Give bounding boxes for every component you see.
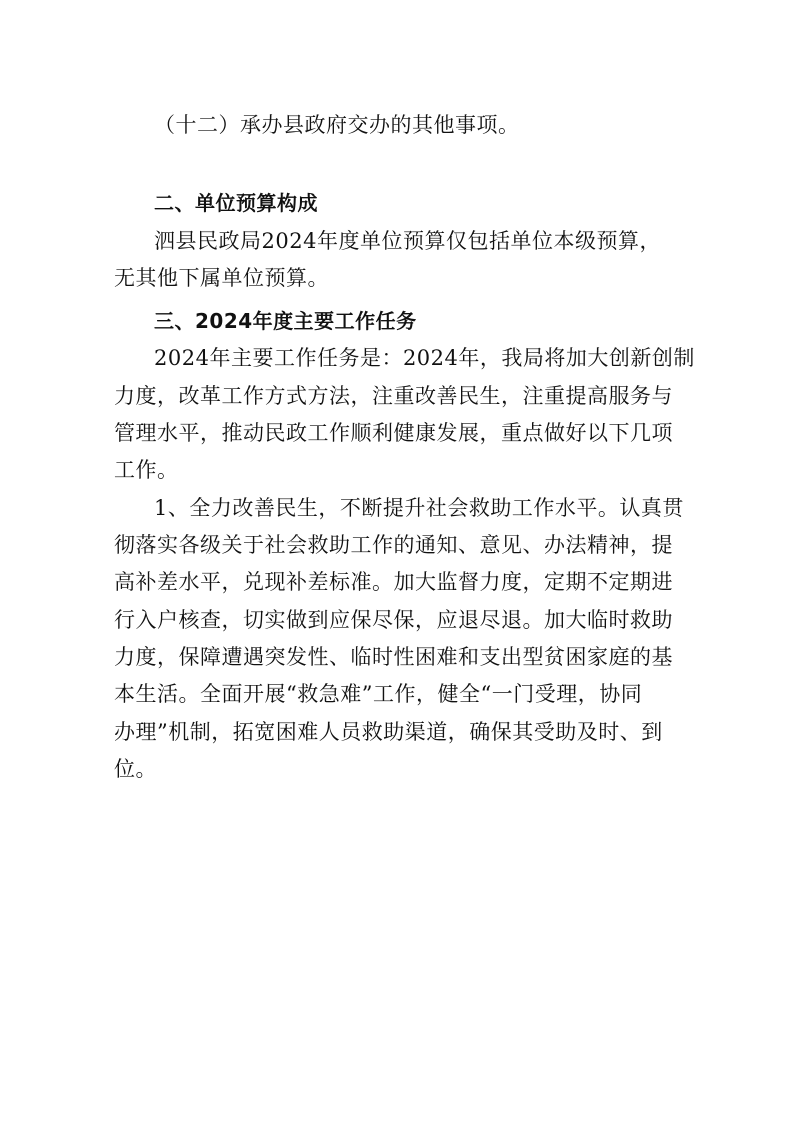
section-3-intro-line: 2024年主要工作任务是：2024年，我局将加大创新创制 bbox=[154, 346, 695, 370]
task-1-line: 本生活。全面开展“救急难”工作，健全“一门受理，协同 bbox=[114, 682, 643, 706]
task-1-line: 行入户核查，切实做到应保尽保，应退尽退。加大临时救助 bbox=[114, 608, 673, 632]
item-12-text: （十二）承办县政府交办的其他事项。 bbox=[154, 113, 520, 137]
section-3-intro-line: 力度，改革工作方式方法，注重改善民生，注重提高服务与 bbox=[114, 384, 673, 408]
section-3-intro-line: 工作。 bbox=[114, 458, 179, 482]
section-3-heading: 三、2024年度主要工作任务 bbox=[154, 309, 417, 333]
section-3-intro-line: 管理水平，推动民政工作顺利健康发展，重点做好以下几项 bbox=[114, 421, 673, 445]
task-1-line: 位。 bbox=[114, 757, 157, 781]
task-1-line: 1、全力改善民生，不断提升社会救助工作水平。认真贯 bbox=[154, 496, 684, 520]
task-1-line: 高补差水平，兑现补差标准。加大监督力度，定期不定期进 bbox=[114, 570, 673, 594]
task-1-line: 办理”机制，拓宽困难人员救助渠道，确保其受助及时、到 bbox=[114, 720, 663, 744]
task-1-line: 彻落实各级关于社会救助工作的通知、意见、办法精神，提 bbox=[114, 533, 673, 557]
task-1-line: 力度，保障遭遇突发性、临时性困难和支出型贫困家庭的基 bbox=[114, 645, 673, 669]
section-2-heading: 二、单位预算构成 bbox=[154, 191, 318, 215]
section-2-line: 无其他下属单位预算。 bbox=[114, 266, 329, 290]
section-2-line: 泗县民政局2024年度单位预算仅包括单位本级预算， bbox=[154, 229, 661, 253]
